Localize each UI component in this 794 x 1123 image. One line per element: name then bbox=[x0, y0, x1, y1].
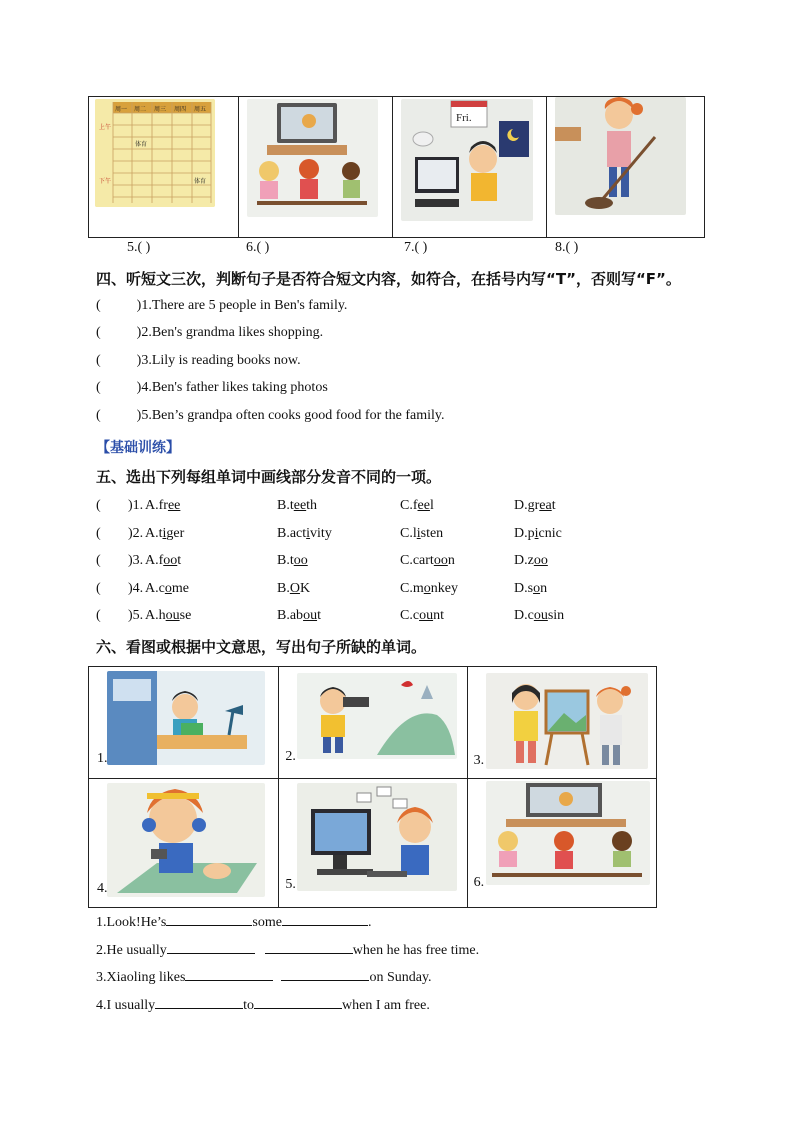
answer-blank[interactable] bbox=[265, 939, 353, 954]
underlined-letters: i bbox=[416, 526, 421, 541]
answer-blank[interactable] bbox=[166, 911, 252, 926]
pe-label-2: 体育 bbox=[194, 178, 207, 185]
pic-number-6: 6. bbox=[473, 875, 485, 891]
section6-picture-table bbox=[88, 666, 657, 908]
afternoon-label: 下午 bbox=[99, 178, 112, 185]
option-a: A.foot bbox=[145, 553, 182, 568]
day-4: 周四 bbox=[174, 106, 187, 113]
answer-bracket[interactable]: ( bbox=[96, 380, 101, 395]
answer-blank[interactable] bbox=[185, 966, 273, 981]
underlined-letters: o bbox=[533, 581, 541, 596]
pic-number-1: 1. bbox=[97, 751, 108, 766]
day-1: 周一 bbox=[115, 106, 128, 113]
answer-blank[interactable] bbox=[167, 939, 255, 954]
underlined-letters: o bbox=[164, 581, 172, 596]
option-d: D.son bbox=[514, 581, 548, 596]
s6-sentence-1: 1.Look!He’s some . bbox=[96, 911, 371, 931]
cell-tv-watching bbox=[238, 97, 392, 238]
answer-label-6[interactable]: 6.( ) bbox=[246, 240, 270, 255]
section5-list bbox=[96, 498, 696, 638]
s4-item-5 bbox=[96, 408, 444, 424]
answer-bracket[interactable]: ( bbox=[96, 553, 101, 568]
cell-timetable bbox=[89, 97, 239, 238]
underlined-letters: ou bbox=[165, 608, 180, 623]
cleaning-picture bbox=[555, 97, 686, 215]
option-c: C.count bbox=[400, 608, 444, 623]
watching-tv-picture bbox=[247, 99, 378, 217]
answer-bracket[interactable]: ( bbox=[96, 608, 101, 623]
answer-blank[interactable] bbox=[254, 994, 342, 1009]
option-d: D.picnic bbox=[514, 526, 562, 541]
answer-bracket[interactable]: ( bbox=[96, 325, 101, 340]
reading-picture bbox=[107, 671, 265, 765]
answer-label-5[interactable]: 5.( ) bbox=[127, 240, 151, 255]
painting-picture bbox=[486, 673, 648, 769]
answer-bracket[interactable]: ( bbox=[96, 526, 101, 541]
option-a: A.come bbox=[145, 581, 189, 596]
answer-bracket[interactable]: ( bbox=[96, 408, 101, 423]
underlined-letters: ou bbox=[303, 608, 318, 623]
question-number: )3. bbox=[128, 553, 144, 568]
statement-text: )4.Ben's father likes taking photos bbox=[136, 380, 328, 395]
answer-bracket[interactable]: ( bbox=[96, 298, 101, 313]
s4-item-2 bbox=[96, 325, 323, 341]
option-c: C.monkey bbox=[400, 581, 458, 596]
email-picture bbox=[297, 783, 457, 891]
s6-cell-6 bbox=[467, 779, 656, 908]
answer-bracket[interactable]: ( bbox=[96, 498, 101, 513]
underlined-letters: O bbox=[289, 581, 300, 596]
underlined-letters: ou bbox=[419, 608, 434, 623]
cell-computer bbox=[392, 97, 547, 238]
underlined-letters: ea bbox=[539, 498, 552, 513]
option-a: A.house bbox=[145, 608, 192, 623]
option-b: B.about bbox=[277, 608, 321, 623]
statement-text: )1.There are 5 people in Ben's family. bbox=[136, 298, 348, 313]
answer-bracket[interactable]: ( bbox=[96, 581, 101, 596]
calendar-label: Fri. bbox=[455, 112, 472, 124]
s6-sentence-4: 4.I usually to when I am free. bbox=[96, 994, 430, 1014]
tv-watching-picture-2 bbox=[486, 781, 650, 885]
day-5: 周五 bbox=[194, 106, 207, 113]
answer-blank[interactable] bbox=[281, 966, 369, 981]
question-number: )4. bbox=[128, 581, 144, 596]
underlined-letters: i bbox=[162, 526, 167, 541]
option-b: B.OK bbox=[277, 581, 311, 596]
answer-blank[interactable] bbox=[282, 911, 368, 926]
s6-cell-2 bbox=[279, 667, 467, 779]
s6-cell-1 bbox=[89, 667, 279, 779]
option-b: B.teeth bbox=[277, 498, 318, 513]
timetable-grid bbox=[95, 99, 215, 207]
section4-title: 四、听短文三次，判断句子是否符合短文内容，如符合，在括号内写“T”，否则写“F”。 bbox=[96, 270, 681, 288]
option-c: C.listen bbox=[400, 526, 444, 541]
cell-cleaning bbox=[547, 97, 705, 238]
underlined-letters: i bbox=[534, 526, 539, 541]
morning-label: 上午 bbox=[99, 124, 112, 131]
pic-number-3: 3. bbox=[473, 753, 485, 768]
s6-sentence-3: 3.Xiaoling likes on Sunday. bbox=[96, 966, 432, 986]
timetable-picture bbox=[95, 99, 215, 207]
day-2: 周二 bbox=[134, 106, 147, 113]
underlined-letters: oo bbox=[433, 553, 448, 568]
option-c: C.cartoon bbox=[400, 553, 455, 568]
underlined-letters: oo bbox=[163, 553, 178, 568]
answer-label-7[interactable]: 7.( ) bbox=[404, 240, 428, 255]
pic-number-4: 4. bbox=[97, 881, 108, 897]
top-picture-table bbox=[88, 96, 705, 238]
section6-title: 六、看图或根据中文意思，写出句子所缺的单词。 bbox=[96, 638, 427, 656]
statement-text: )3.Lily is reading books now. bbox=[136, 353, 301, 368]
music-picture bbox=[107, 783, 265, 897]
question-number: )2. bbox=[128, 526, 144, 541]
s6-sentence-2: 2.He usually when he has free time. bbox=[96, 939, 479, 959]
photo-taking-picture bbox=[297, 673, 457, 759]
basic-training-title: 【基础训练】 bbox=[96, 440, 180, 456]
option-d: D.great bbox=[514, 498, 556, 513]
option-d: D.zoo bbox=[514, 553, 548, 568]
pe-label-1: 体育 bbox=[135, 141, 148, 148]
s6-cell-4 bbox=[89, 779, 279, 908]
underlined-letters: o bbox=[423, 581, 431, 596]
option-a: A.free bbox=[145, 498, 181, 513]
option-d: D.cousin bbox=[514, 608, 565, 623]
answer-bracket[interactable]: ( bbox=[96, 353, 101, 368]
statement-text: )5.Ben’s grandpa often cooks good food for the family. bbox=[136, 408, 445, 423]
underlined-letters: ee bbox=[167, 498, 181, 513]
answer-label-8[interactable]: 8.( ) bbox=[555, 240, 579, 255]
statement-text: )2.Ben's grandma likes shopping. bbox=[136, 325, 324, 340]
pic-number-5: 5. bbox=[285, 877, 296, 893]
option-b: B.activity bbox=[277, 526, 332, 541]
option-c: C.feel bbox=[400, 498, 434, 513]
underlined-letters: ee bbox=[293, 498, 307, 513]
s6-cell-3 bbox=[467, 667, 656, 779]
s4-item-4 bbox=[96, 380, 328, 396]
question-number: )1. bbox=[128, 498, 144, 513]
underlined-letters: oo bbox=[293, 553, 308, 568]
computer-picture bbox=[401, 99, 533, 221]
s4-item-3 bbox=[96, 353, 301, 369]
pic-number-2: 2. bbox=[285, 749, 296, 764]
option-b: B.too bbox=[277, 553, 308, 568]
underlined-letters: ee bbox=[417, 498, 430, 513]
underlined-letters: oo bbox=[533, 553, 548, 568]
section5-title: 五、选出下列每组单词中画线部分发音不同的一项。 bbox=[96, 468, 442, 486]
s4-item-1 bbox=[96, 298, 347, 314]
option-a: A.tiger bbox=[145, 526, 185, 541]
underlined-letters: ou bbox=[533, 608, 548, 623]
day-3: 周三 bbox=[154, 106, 167, 113]
s6-cell-5 bbox=[279, 779, 467, 908]
underlined-letters: i bbox=[306, 526, 311, 541]
question-number: )5. bbox=[128, 608, 144, 623]
answer-blank[interactable] bbox=[155, 994, 243, 1009]
